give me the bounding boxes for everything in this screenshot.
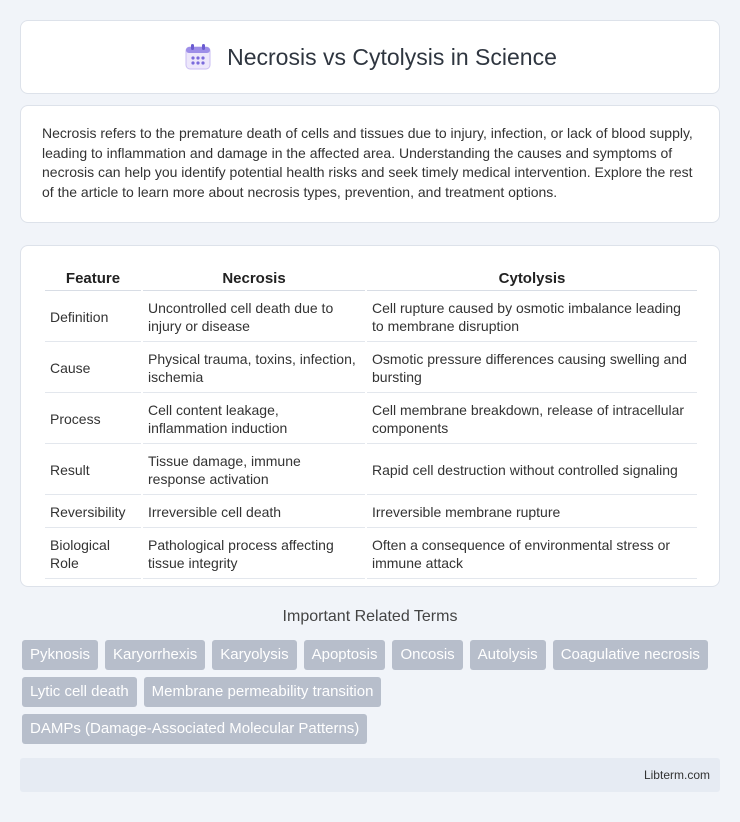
necrosis-cell: Cell content leakage, inflammation induction [143, 395, 365, 444]
feature-cell: Definition [45, 293, 141, 342]
necrosis-cell: Tissue damage, immune response activation [143, 446, 365, 495]
related-terms-tags [22, 640, 722, 744]
related-terms-heading: Important Related Terms [282, 608, 458, 625]
calendar-icon [183, 42, 213, 72]
intro-card [20, 105, 720, 223]
feature-cell: Cause [45, 344, 141, 393]
feature-cell: Result [45, 446, 141, 495]
tag-oncosis[interactable]: Oncosis [392, 640, 462, 670]
tag-pyknosis[interactable]: Pyknosis [22, 640, 98, 670]
column-header-necrosis: Necrosis [143, 268, 365, 291]
page-title: Necrosis vs Cytolysis in Science [227, 43, 557, 70]
cytolysis-cell: Cell membrane breakdown, release of intracellular components [367, 395, 697, 444]
tag-karyorrhexis[interactable]: Karyorrhexis [105, 640, 205, 670]
cytolysis-cell: Rapid cell destruction without controlled signaling [367, 446, 697, 495]
intro-paragraph: Necrosis refers to the premature death of cells and tissues due to injury, infection, or lack of blood supply, leading to inflammation and damage in the affected area. Understanding the causes and symptoms of necrosis can help you identify potential health risks and seek timely medical intervention. Explore the rest of the article to learn more about necrosis types, prevention, and treatment options. [42, 125, 693, 200]
footer-site-link[interactable]: Libterm.com [643, 768, 710, 782]
header-card [20, 20, 720, 94]
cytolysis-cell: Irreversible membrane rupture [367, 497, 697, 528]
feature-cell: Process [45, 395, 141, 444]
cytolysis-cell: Osmotic pressure differences causing swelling and bursting [367, 344, 697, 393]
feature-cell: Reversibility [45, 497, 141, 528]
table-row [45, 446, 697, 495]
table-row [45, 395, 697, 444]
table-header-row [45, 268, 697, 291]
tag-lytic-cell-death[interactable]: Lytic cell death [22, 677, 137, 707]
tag-karyolysis[interactable]: Karyolysis [212, 640, 296, 670]
title-wrap [183, 42, 557, 72]
table-row [45, 530, 697, 579]
footer [20, 758, 720, 792]
tag-autolysis[interactable]: Autolysis [470, 640, 546, 670]
tag-damps[interactable]: DAMPs (Damage-Associated Molecular Patterns) [22, 714, 367, 744]
tag-coagulative-necrosis[interactable]: Coagulative necrosis [553, 640, 708, 670]
column-header-cytolysis: Cytolysis [367, 268, 697, 291]
table-row [45, 344, 697, 393]
table-row [45, 293, 697, 342]
cytolysis-cell: Often a consequence of environmental stress or immune attack [367, 530, 697, 579]
tag-membrane-permeability-transition[interactable]: Membrane permeability transition [144, 677, 382, 707]
column-header-feature: Feature [45, 268, 141, 291]
feature-cell: Biological Role [45, 530, 141, 579]
necrosis-cell: Uncontrolled cell death due to injury or disease [143, 293, 365, 342]
necrosis-cell: Physical trauma, toxins, infection, ischemia [143, 344, 365, 393]
tag-apoptosis[interactable]: Apoptosis [304, 640, 386, 670]
cytolysis-cell: Cell rupture caused by osmotic imbalance leading to membrane disruption [367, 293, 697, 342]
table-row [45, 497, 697, 528]
necrosis-cell: Pathological process affecting tissue integrity [143, 530, 365, 579]
comparison-table [43, 266, 699, 581]
comparison-table-card [20, 245, 720, 587]
necrosis-cell: Irreversible cell death [143, 497, 365, 528]
